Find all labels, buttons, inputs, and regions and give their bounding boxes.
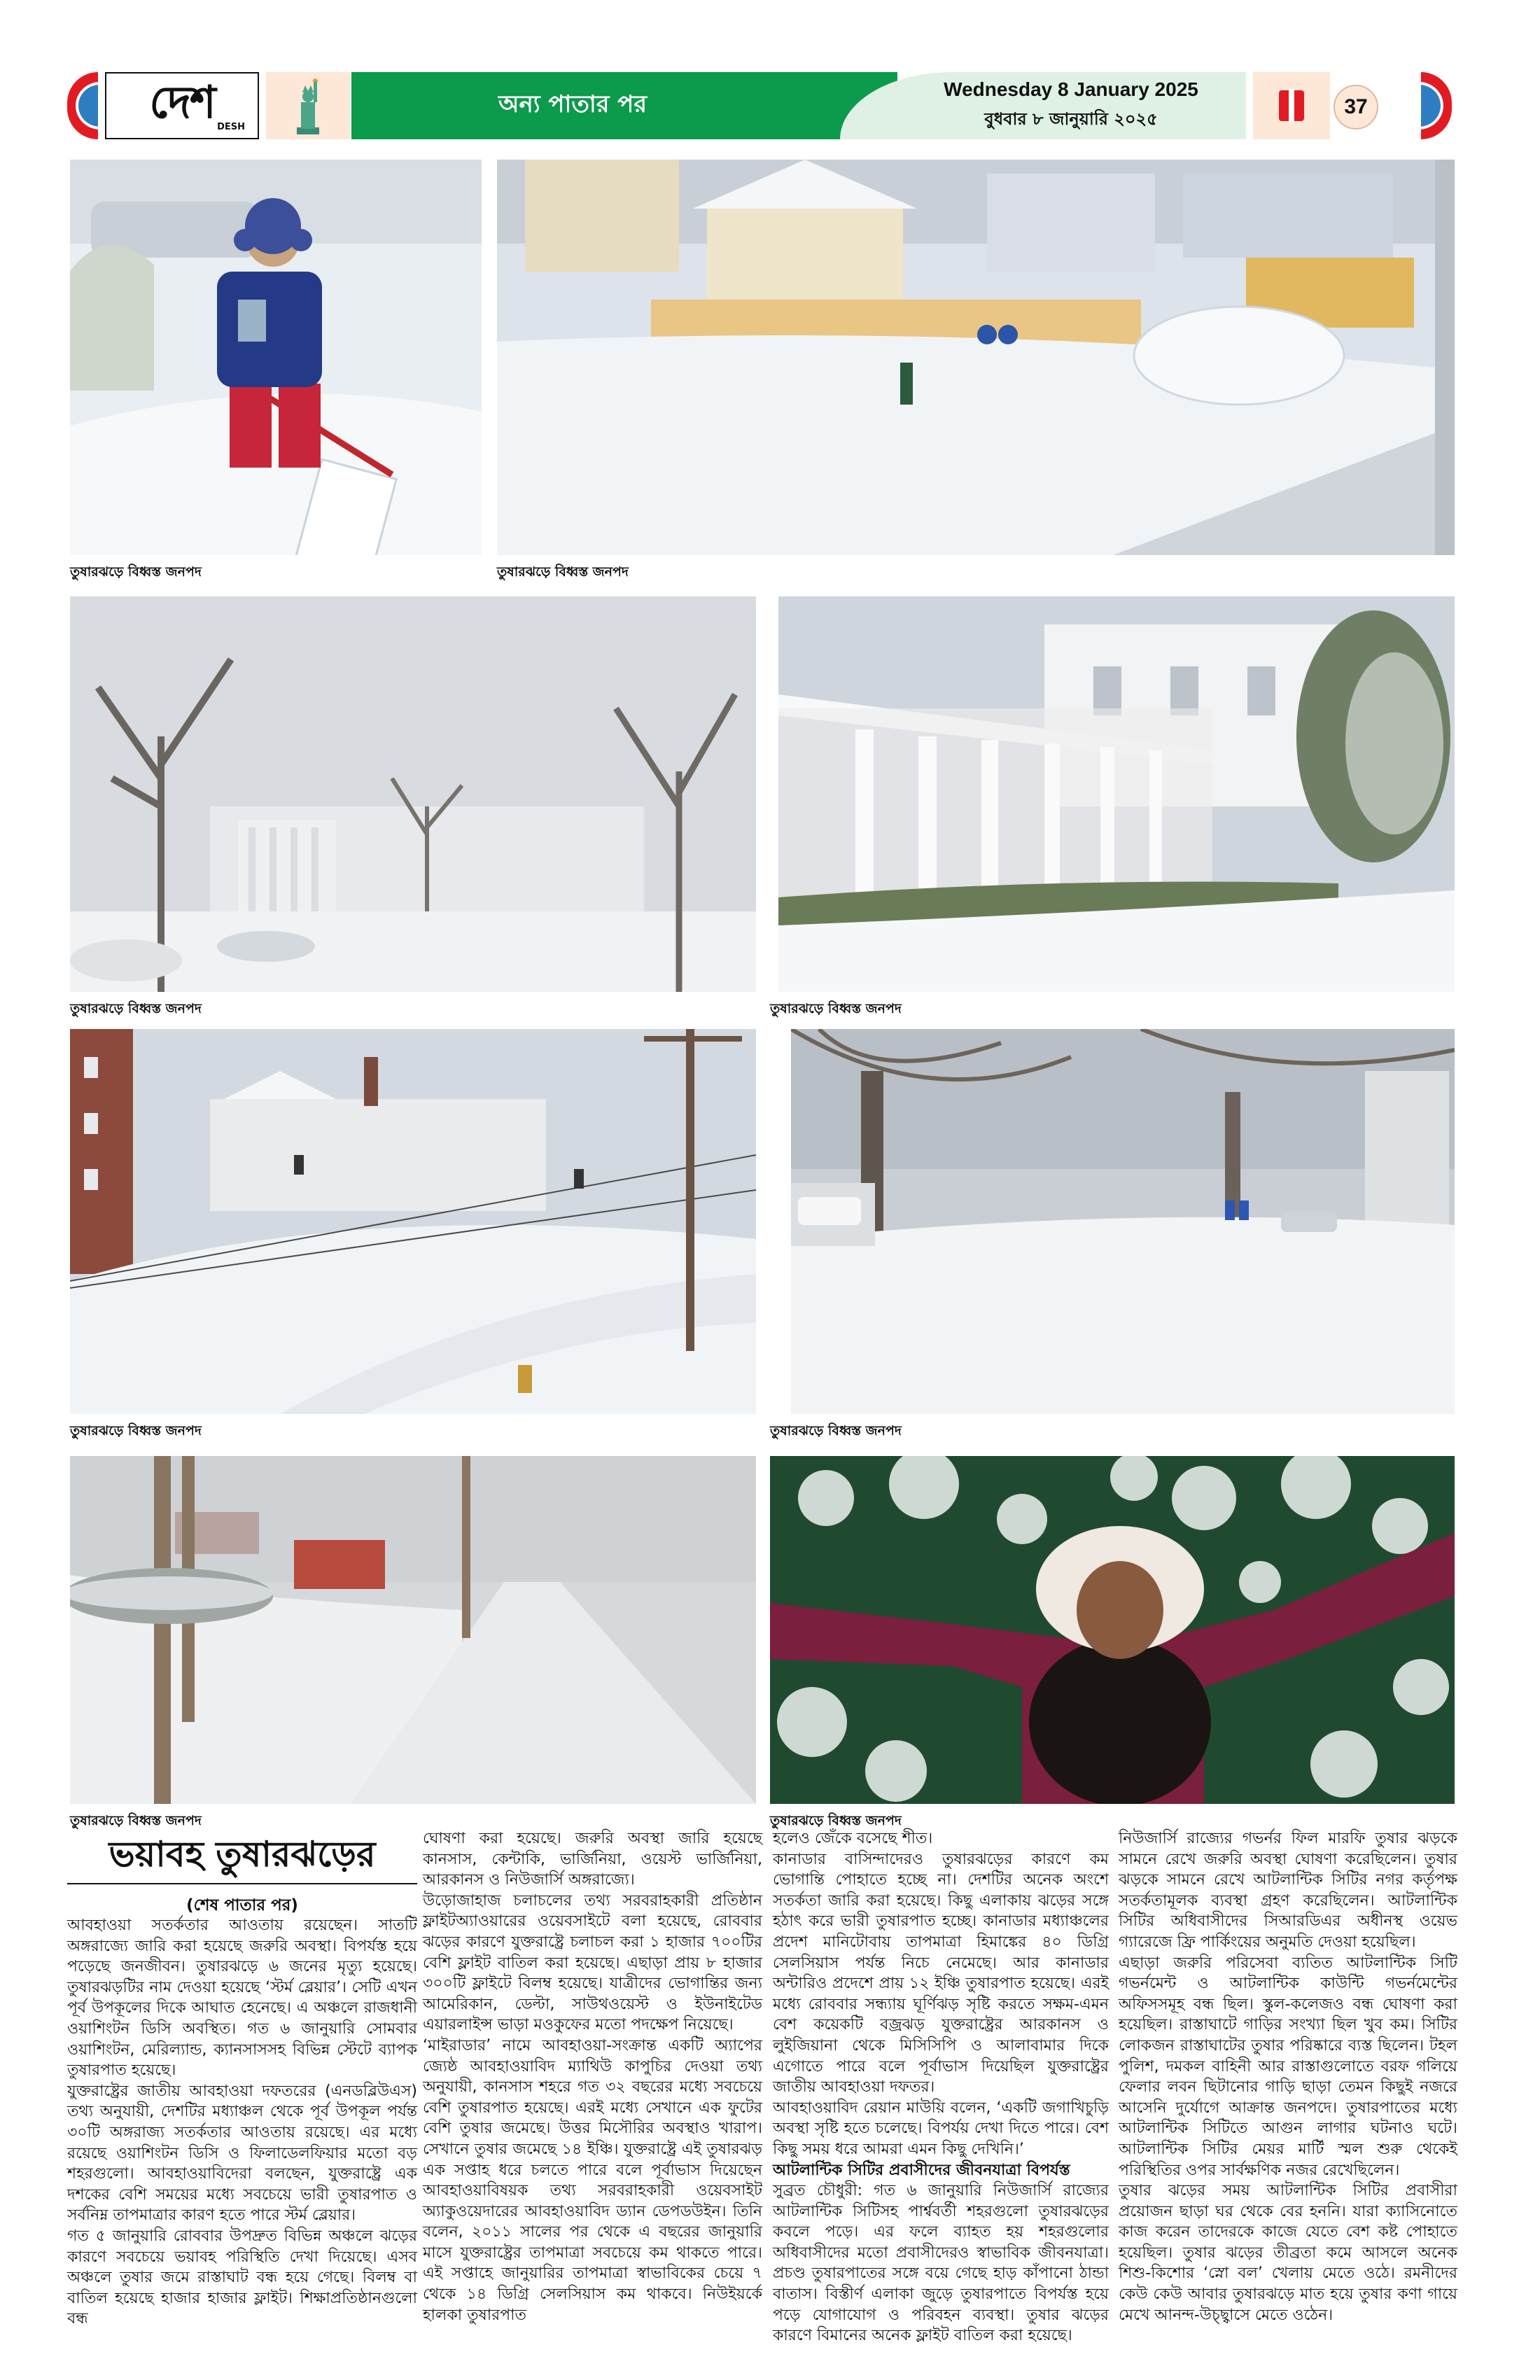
photo-blizzard-street[interactable]	[70, 1456, 756, 1804]
photo-caption: তুষারঝড়ে বিধ্বস্ত জনপদ	[70, 1001, 202, 1016]
photo-white-house-colonnade[interactable]	[778, 596, 1455, 992]
article-paragraph: নিউজার্সি রাজ্যের গভর্নর ফিল মারফি তুষার ঝড়কে সামনে রেখে জরুরি অবস্থা ঘোষণা করেছিলেন। তুষার ঝড়কে সামনে রেখে আটলান্টিক সিটির নগর কর্তৃপক্ষ সতর্কতামূলক ব্যবস্থা গ্রহণ করেছিলেন। আটলান্টিক সিটির অধিবাসীদের সিআরডিএর অধীনস্থ ওয়েভ গ্যারেজে ফ্রি পার্কিংয়ের অনুমতি দেওয়া হয়েছিল।	[1119, 1830, 1457, 1951]
photo-caption: তুষারঝড়ে বিধ্বস্ত জনপদ	[497, 564, 629, 580]
article-subheading: আটলান্টিক সিটির প্রবাসীদের জীবনযাত্রা বিপর্যস্ত	[773, 2161, 1070, 2179]
photo-white-house-snowfall[interactable]	[70, 596, 756, 992]
article-paragraph: কানাডার বাসিন্দাদেরও তুষারঝড়ের কারণে কম ভোগান্তি পোহাতে হচ্ছে না। দেশটির অনেক অংশে সতর্কতা জারি করা হয়েছে। কিছু এলাকায় ঝড়ের সঙ্গে হঠাৎ করে ভারী তুষারপাত হচ্ছে। কানাডার মধ্যাঞ্চলের প্রদেশ মানিটোবায় তাপমাত্রা হিমাঙ্কের ৪০ ডিগ্রি সেলসিয়াস পর্যন্ত নিচে নেমেছে। আর কানাডার অন্টারিও প্রদেশে প্রায় ১২ ইঞ্চি তুষারপাত হয়েছে। এরই মধ্যে রোববার সন্ধ্যায় ঘূর্ণিঝড় সৃষ্টি করতে সক্ষম-এমন বেশ কয়েকটি বজ্রঝড় যুক্তরাষ্ট্রের আরকানস ও লুইজিয়ানা থেকে মিসিসিপি ও আলাবামার দিকে এগোতে পারে বলে পূর্বাভাস দিয়েছিল যুক্তরাষ্ট্রের জাতীয় আবহাওয়া দফতর।	[773, 1850, 1109, 2096]
date-bangla: বুধবার ৮ জানুয়ারি ২০২৫	[984, 109, 1158, 129]
photo-caption: তুষারঝড়ে বিধ্বস্ত জনপদ	[770, 1423, 902, 1438]
article-paragraph: ঘোষণা করা হয়েছে। জরুরি অবস্থা জারি হয়েছে কানসাস, কেন্টাকি, ভার্জিনিয়া, ওয়েস্ট ভার্জিনিয়া, আরকানস ও নিউজার্সি অঙ্গরাজ্যে।	[423, 1830, 762, 1889]
photo-caption: তুষারঝড়ে বিধ্বস্ত জনপদ	[770, 1001, 902, 1016]
article-column-2	[423, 1828, 762, 2325]
bangladesh-flag-icon	[1253, 72, 1330, 139]
article-paragraph: সুব্রত চৌধুরী: গত ৬ জানুয়ারি নিউজার্সি রাজ্যের আটলান্টিক সিটিসহ পার্শ্ববর্তী শহরগুলো তুষারঝড়ের কবলে পড়ে। এর ফলে ব্যাহত হয় শহরগুলোর অধিবাসীদের মতো প্রবাসীদেরও স্বাভাবিক জীবনযাত্রা। প্রচণ্ড তুষারপাতের সঙ্গে বয়ে গেছে হাড় কাঁপানো ঠান্ডা বাতাস। বিস্তীর্ণ এলাকা জুড়ে তুষারপাতে বিপর্যস্ত হয়ে পড়ে যোগাযোগ ও পরিবহন ব্যবস্থা। তুষার ঝড়ের কারণে বিমানের অনেক ফ্লাইট বাতিল করা হয়েছে।	[773, 2182, 1109, 2345]
photo-child-shoveling[interactable]	[70, 160, 482, 555]
article-paragraph: উড়োজাহাজ চলাচলের তথ্য সরবরাহকারী প্রতিষ্ঠান ফ্লাইটঅ্যাওয়ারের ওয়েবসাইটে বলা হয়েছে, রোববার ঝড়ের কারণে যুক্তরাষ্ট্রে চলাচল করা ১ হাজার ৭০০টির বেশি ফ্লাইট বাতিল করা হয়েছে। এছাড়া প্রায় ৮ হাজার ৩০০টি ফ্লাইটে বিলম্ব হয়েছে। যাত্রীদের ভোগান্তির জন্য আমেরিকান, ডেল্টা, সাউথওয়েস্ট ও ইউনাইটেড এয়ারলাইন্স ভাড়া মওকুফের মতো পদক্ষেপ নিয়েছে।	[423, 1891, 762, 2034]
photo-snowy-intersection[interactable]	[70, 1029, 756, 1414]
article-paragraph: এছাড়া জরুরি পরিসেবা ব্যতিত আটলান্টিক সিটি গভর্নমেন্ট ও আটলান্টিক কাউন্টি গভর্নমেন্টের অফিসসমূহ বন্ধ ছিল। স্কুল-কলেজও বন্ধ ঘোষণা করা হয়েছিল। রাস্তাঘাটে গাড়ির সংখ্যা ছিল খুব কম। সিটির লোকজন রাস্তাঘাটের তুষার পরিষ্কারে ব্যস্ত ছিলেন। টহল পুলিশ, দমকল বাহিনী আর রাস্তাগুলোতে বরফ গলিয়ে ফেলার লবন ছিটানোর গাড়ি ছাড়া তেমন কিছুই নজরে আসেনি দুর্যোগে আক্রান্ত জনপদে। তুষারপাতের মধ্যে আটলান্টিক সিটিতে আগুন লাগার ঘটনাও ঘটে। আটলান্টিক সিটির মেয়র মার্টি স্মল শুরু থেকেই পরিস্থিতির ওপর সার্বক্ষণিক নজর রেখেছিলেন।	[1119, 1954, 1457, 2179]
article-paragraph: ‘মাইরাডার’ নামে আবহাওয়া-সংক্রান্ত একটি অ্যাপের জ্যেষ্ঠ আবহাওয়াবিদ ম্যাথিউ কাপুচির দেওয়া তথ্য অনুযায়ী, কানসাস শহরে গত ৩২ বছরের মধ্যে সবচেয়ে বেশি তুষারপাত হয়েছে। এরই মধ্যে সেখানে এক ফুটের বেশি তুষার জমেছে। উত্তর মিসৌরির অবস্থাও খারাপ। সেখানে তুষার জমেছে ১৪ ইঞ্চি। যুক্তরাষ্ট্রে এই তুষারঝড় এক সপ্তাহ ধরে চলতে পারে বলে পূর্বাভাস দিয়েছেন আবহাওয়াবিষয়ক তথ্য সরবরাহকারী ওয়েবসাইট অ্যাকুওয়েদারের আবহাওয়াবিদ ড্যান ডেপডউইন। তিনি বলেন, ২০১১ সালের পর থেকে এ বছরের জানুয়ারি মাসে যুক্তরাষ্ট্রের তাপমাত্রা সবচেয়ে কম থাকতে পারে। এই সপ্তাহে জানুয়ারির তাপমাত্রা স্বাভাবিকের চেয়ে ৭ থেকে ১৪ ডিগ্রি সেলসিয়াস কম থাকবে। নিউইয়র্কে হালকা তুষারপাত	[423, 2036, 762, 2324]
logo-subtext: DESH	[217, 122, 245, 132]
photo-caption: তুষারঝড়ে বিধ্বস্ত জনপদ	[70, 1813, 202, 1828]
photo-caption: তুষারঝড়ে বিধ্বস্ত জনপদ	[70, 564, 202, 580]
date-english: Wednesday 8 January 2025	[944, 78, 1198, 100]
article-paragraph: আবহাওয়াবিদ রেয়ান মাউয়ি বলেন, ‘একটি জগাখিচুড়ি অবস্থা সৃষ্টি হতে চলেছে। বিপর্যয় দেখা দিতে পারে। বেশ কিছু সময় ধরে আমরা এমন কিছু দেখিনি।’	[773, 2099, 1109, 2158]
article-paragraph: যুক্তরাষ্ট্রের জাতীয় আবহাওয়া দফতরের (এনডব্লিউএস) তথ্য অনুযায়ী, দেশটির মধ্যাঞ্চল থেকে পূর্ব উপকূল পর্যন্ত ৩০টি অঙ্গরাজ্য সতর্কতার আওতায় রয়েছে। এর মধ্যে রয়েছে ওয়াশিংটন ডিসি ও ফিলাডেলফিয়ার মতো বড় শহরগুলো। আবহাওয়াবিদেরা বলছেন, যুক্তরাষ্ট্রে এক দশকের বেশি সময়ের মধ্যে সবচেয়ে ভারী তুষারপাত ও সর্বনিম্ন তাপমাত্রার কারণ হতে পারে স্টর্ম ব্লেয়ার।	[67, 2082, 417, 2225]
photo-caption: তুষারঝড়ে বিধ্বস্ত জনপদ	[70, 1423, 202, 1438]
photo-girl-in-snow[interactable]	[770, 1456, 1455, 1804]
article-subhead: (শেষ পাতার পর)	[186, 1896, 298, 1914]
statue-of-liberty-icon	[266, 72, 350, 139]
section-banner	[351, 72, 897, 139]
article-paragraph: হলেও জেঁকে বসেছে শীত।	[773, 1830, 933, 1847]
article-headline: ভয়াবহ তুষারঝড়ের	[108, 1834, 376, 1875]
header-left-emblem	[67, 72, 98, 139]
article-paragraph: তুষার ঝড়ের সময় আটলান্টিক সিটির প্রবাসীরা প্রয়োজন ছাড়া ঘর থেকে বের হননি। যারা ক্যাসিনোতে কাজ করেন তাদেরকে কাজে যেতে বেশ কষ্ট পোহাতে হয়েছিল। তুষার ঝড়ের তীব্রতা কমে আসলে অনেক শিশু-কিশোর ‘স্নো বল’ খেলায় মেতে ওঠে। রমনীদের কেউ কেউ আবার তুষারঝড়ে মাত হয়ে তুষার কণা গায়ে মেখে আনন্দ-উচ্ছ্বাসে মেতে ওঠেন।	[1119, 2182, 1457, 2324]
article-column-1	[67, 1915, 417, 2330]
article-column-3	[773, 1828, 1109, 2346]
page-number: 37	[1334, 85, 1378, 130]
photo-caption: তুষারঝড়ে বিধ্বস্ত জনপদ	[770, 1813, 902, 1828]
photo-snowy-park-street[interactable]	[791, 1029, 1455, 1414]
headline-rule	[67, 1883, 417, 1884]
newspaper-logo[interactable]	[105, 72, 259, 139]
article-paragraph: গত ৫ জানুয়ারি রোববার উপদ্রুত বিভিন্ন অঞ্চলে ঝড়ের কারণে সবচেয়ে ভয়াবহ পরিস্থিতি দেখা দিয়েছে। এসব অঞ্চলে তুষার জমে রাস্তাঘাট বন্ধ হয়ে গেছে। বিলম্ব বা বাতিল হয়েছে হাজার হাজার ফ্লাইট। শিক্ষাপ্রতিষ্ঠানগুলো বন্ধ	[67, 2227, 417, 2328]
article-paragraph: আবহাওয়া সতর্কতার আওতায় রয়েছেন। সাতটি অঙ্গরাজ্যে জারি করা হয়েছে জরুরি অবস্থা। বিপর্যস্ত হয়ে পড়েছে জনজীবন। তুষারঝড়ে ৬ জনের মৃত্যু হয়েছে। তুষারঝড়টির নাম দেওয়া হয়েছে ‘স্টর্ম ব্লেয়ার’। সেটি এখন পূর্ব উপকূলের দিকে আঘাত হেনেছে। এ অঞ্চলে রাজধানী ওয়াশিংটন ডিসি অবস্থিত। গত ৬ জানুয়ারি সোমবার ওয়াশিংটন, মেরিল্যান্ড, ক্যানসাসসহ বিভিন্ন স্টেটে ব্যাপক তুষারপাত হয়েছে।	[67, 1917, 417, 2080]
article-column-4	[1119, 1828, 1457, 2325]
photo-snowy-backyard[interactable]	[497, 160, 1455, 555]
header-right-emblem	[1421, 72, 1452, 139]
section-label: অন্য পাতার পর	[498, 90, 648, 118]
logo-text: দেশ	[149, 76, 215, 129]
